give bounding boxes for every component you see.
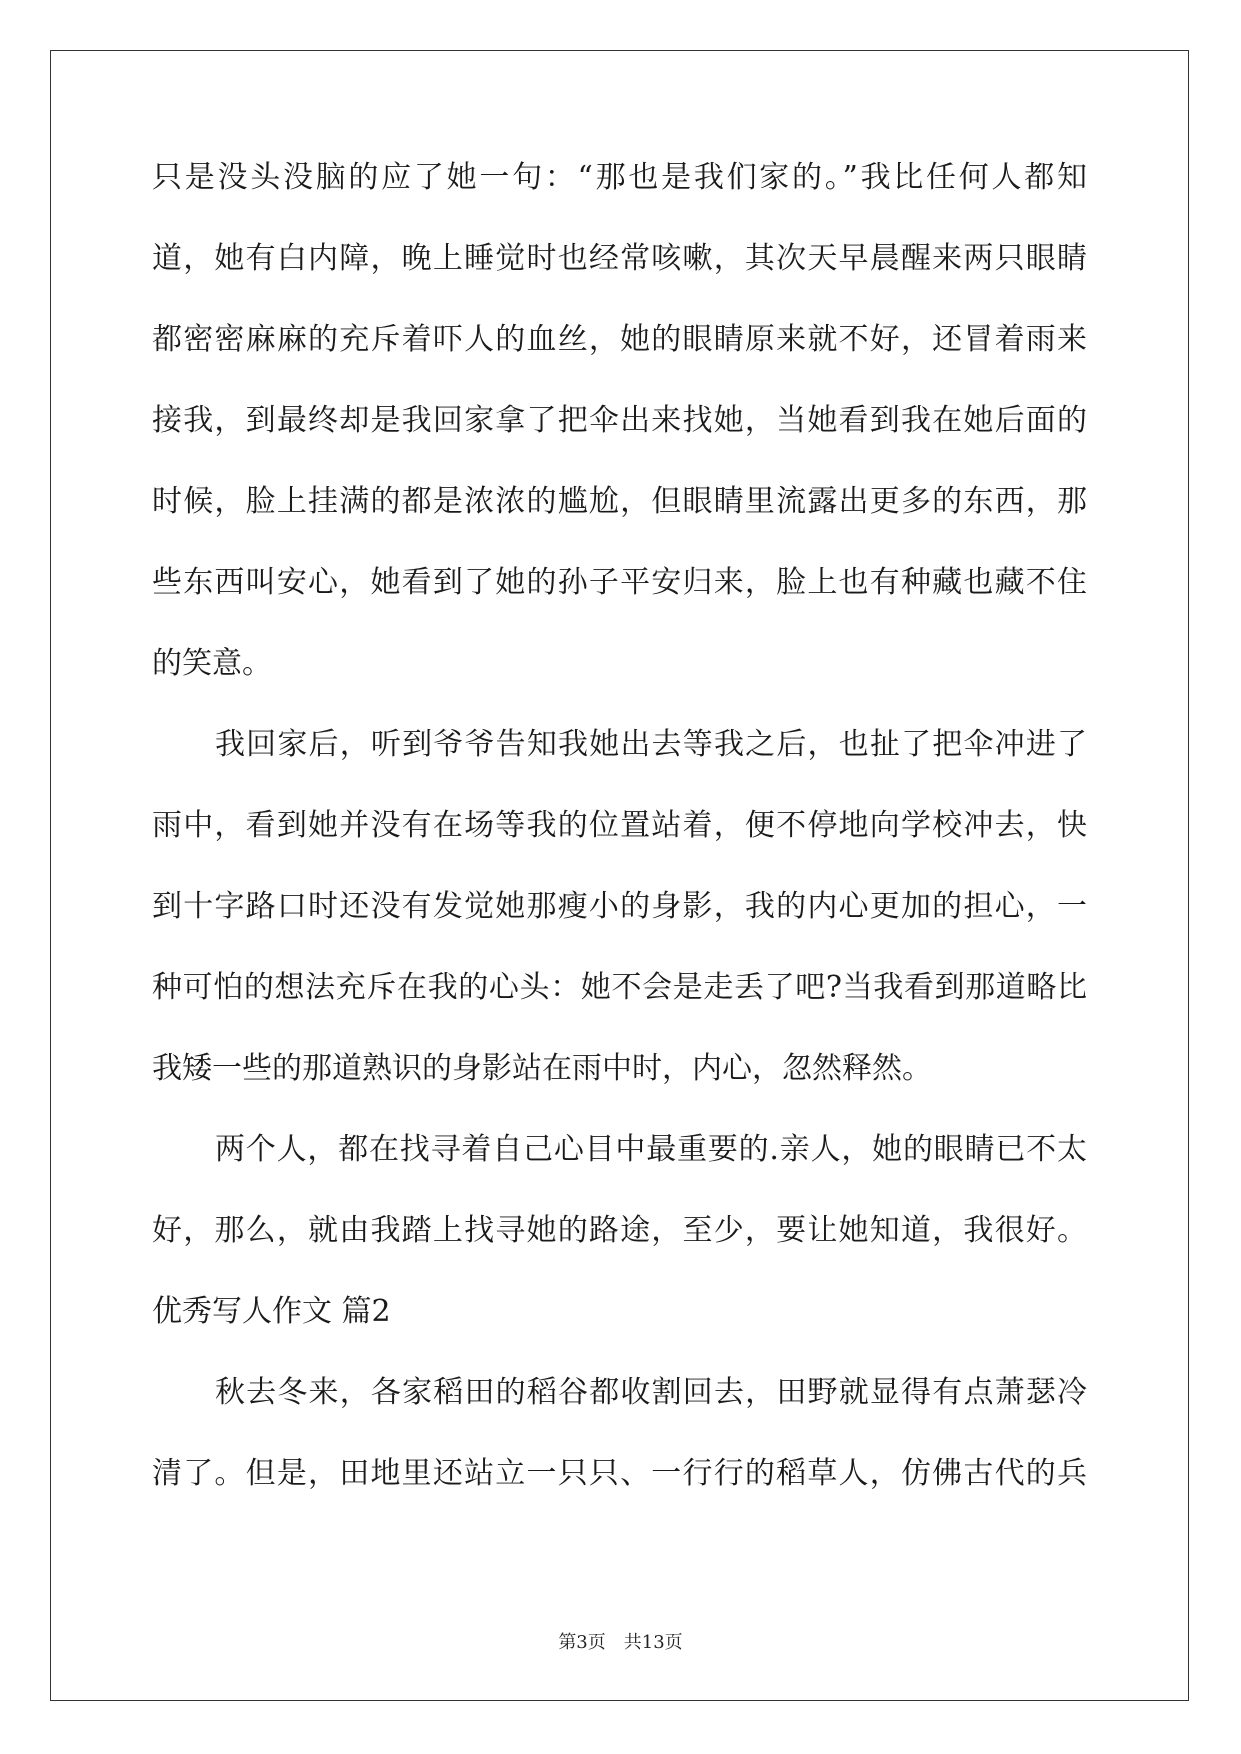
paragraph-line: 种可怕的想法充斥在我的心头：她不会是走丢了吧?当我看到那道略比 (152, 970, 1087, 1005)
paragraph-line: 两个人，都在找寻着自己心目中最重要的.亲人，她的眼睛已不太 (215, 1132, 1087, 1167)
paragraph-line: 我矮一些的那道熟识的身影站在雨中时，内心，忽然释然。 (152, 1051, 932, 1086)
paragraph-line: 清了。但是，田地里还站立一只只、一行行的稻草人，仿佛古代的兵 (152, 1456, 1087, 1491)
paragraph-line: 好，那么，就由我踏上找寻她的路途，至少，要让她知道，我很好。 (152, 1213, 1087, 1248)
paragraph-line: 道，她有白内障，晚上睡觉时也经常咳嗽，其次天早晨醒来两只眼睛 (152, 241, 1087, 276)
paragraph-line: 只是没头没脑的应了她一句：“那也是我们家的。”我比任何人都知 (152, 160, 1087, 195)
paragraph-line: 的笑意。 (152, 646, 272, 681)
paragraph-line: 到十字路口时还没有发觉她那瘦小的身影，我的内心更加的担心，一 (152, 889, 1087, 924)
page-footer (0, 1628, 1241, 1654)
page-number: 第3页 (558, 1632, 606, 1653)
paragraph-line: 接我，到最终却是我回家拿了把伞出来找她，当她看到我在她后面的 (152, 403, 1087, 438)
page-total: 共13页 (623, 1632, 683, 1653)
paragraph-line: 秋去冬来，各家稻田的稻谷都收割回去，田野就显得有点萧瑟冷 (215, 1375, 1087, 1410)
paragraph-line: 时候，脸上挂满的都是浓浓的尴尬，但眼睛里流露出更多的东西，那 (152, 484, 1087, 519)
section-heading: 优秀写人作文 篇2 (152, 1294, 391, 1329)
paragraph-line: 些东西叫安心，她看到了她的孙子平安归来，脸上也有种藏也藏不住 (152, 565, 1087, 600)
paragraph-line: 我回家后，听到爷爷告知我她出去等我之后，也扯了把伞冲进了 (215, 727, 1087, 762)
paragraph-line: 都密密麻麻的充斥着吓人的血丝，她的眼睛原来就不好，还冒着雨来 (152, 322, 1087, 357)
paragraph-line: 雨中，看到她并没有在场等我的位置站着，便不停地向学校冲去，快 (152, 808, 1087, 843)
